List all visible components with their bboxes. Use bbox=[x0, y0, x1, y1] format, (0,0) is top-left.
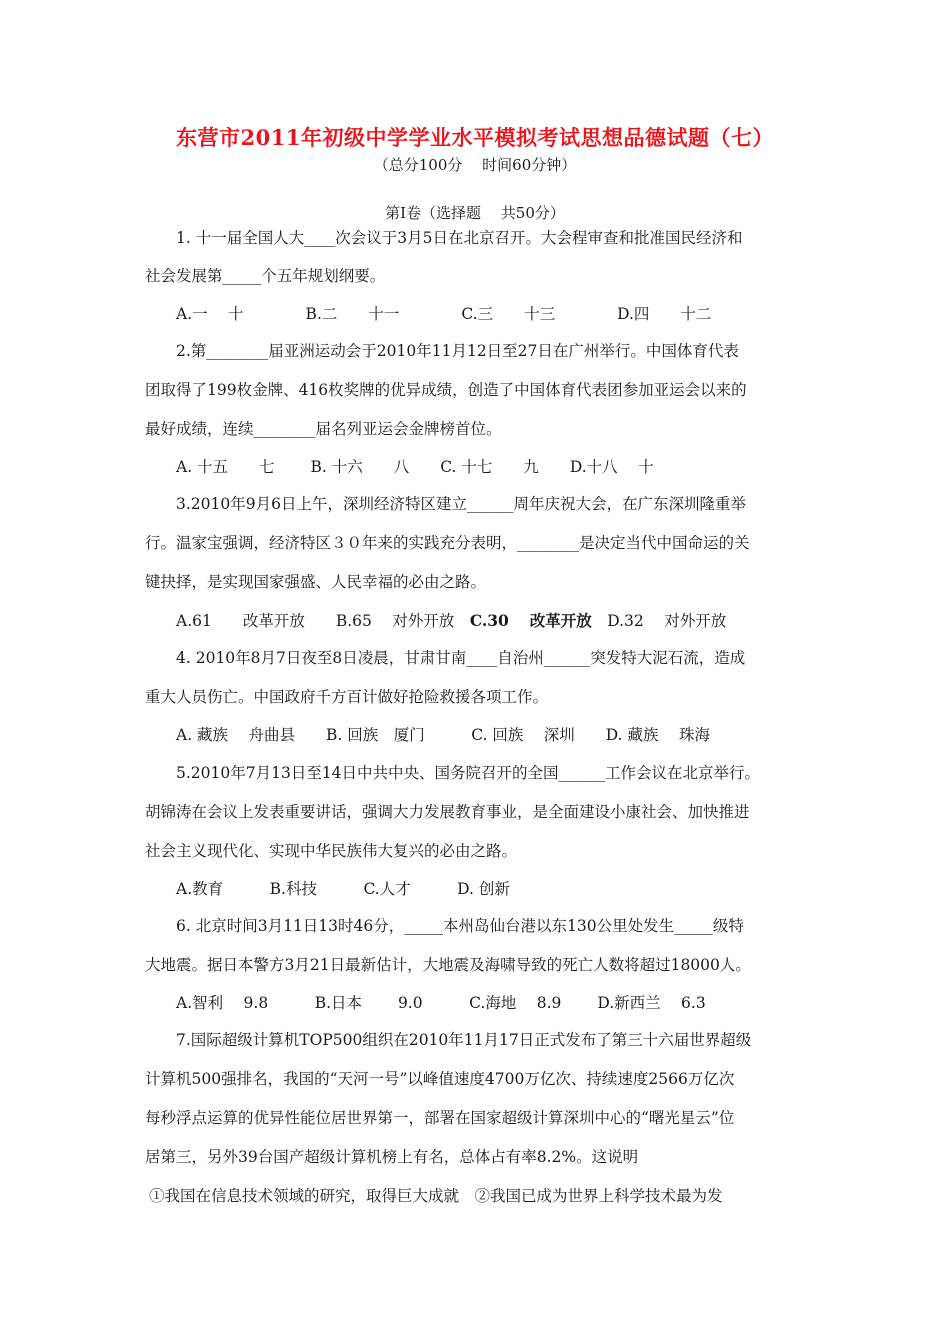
question-6-line-1: 6. 北京时间3月11日13时46分，_____本州岛仙台港以东130公里处发生_____级特 bbox=[176, 917, 744, 935]
question-7-line-1: 7.国际超级计算机TOP500组织在2010年11月17日正式发布了第三十六届世界超级 bbox=[176, 1031, 752, 1049]
question-5-line-1: 5.2010年7月13日至14日中共中央、国务院召开的全国______工作会议在北京举行。 bbox=[176, 764, 761, 782]
question-7-line-2: 计算机500强排名，我国的“天河一号”以峰值速度4700万亿次、持续速度2566万亿次 bbox=[145, 1070, 735, 1088]
question-3-option-d: D.32 对外开放 bbox=[591, 612, 727, 630]
exam-title: 东营市2011年初级中学学业水平模拟考试思想品德试题（七） bbox=[176, 125, 774, 150]
exam-subtitle: （总分100分 时间60分钟） bbox=[373, 156, 577, 174]
question-2-line-2: 团取得了199枚金牌、416枚奖牌的优异成绩，创造了中国体育代表团参加亚运会以来的 bbox=[145, 381, 747, 399]
question-1-options: A.一 十 B.二 十一 C.三 十三 D.四 十二 bbox=[176, 305, 712, 323]
question-2-line-1: 2.第________届亚洲运动会于2010年11月12日至27日在广州举行。中国体育代表 bbox=[176, 342, 739, 360]
question-7-statements: ①我国在信息技术领域的研究，取得巨大成就 ②我国已成为世界上科学技术最为发 bbox=[149, 1187, 723, 1205]
question-3-line-1: 3.2010年9月6日上午，深圳经济特区建立______周年庆祝大会，在广东深圳隆重举 bbox=[176, 495, 746, 513]
question-6-line-2: 大地震。据日本警方3月21日最新估计，大地震及海啸导致的死亡人数将超过18000人。 bbox=[145, 956, 751, 974]
question-7-line-4: 居第三，另外39台国产超级计算机榜上有名，总体占有率8.2%。这说明 bbox=[145, 1148, 639, 1166]
question-6-options: A.智利 9.8 B.日本 9.0 C.海地 8.9 D.新西兰 6.3 bbox=[176, 994, 706, 1012]
question-1-line-2: 社会发展第_____个五年规划纲要。 bbox=[145, 267, 386, 285]
question-3-line-2: 行。温家宝强调，经济特区３０年来的实践充分表明，________是决定当代中国命运的关 bbox=[145, 534, 750, 552]
question-2-line-3: 最好成绩，连续________届名列亚运会金牌榜首位。 bbox=[145, 420, 502, 438]
question-4-options: A. 藏族 舟曲县 B. 回族 厦门 C. 回族 深圳 D. 藏族 珠海 bbox=[176, 726, 710, 744]
question-3-options-ab: A.61 改革开放 B.65 对外开放 bbox=[176, 612, 470, 630]
question-5-line-3: 社会主义现代化、实现中华民族伟大复兴的必由之路。 bbox=[145, 842, 518, 860]
question-3-line-3: 键抉择，是实现国家强盛、人民幸福的必由之路。 bbox=[145, 573, 487, 591]
question-5-options: A.教育 B.科技 C.人才 D. 创新 bbox=[176, 880, 510, 898]
question-4-line-1: 4. 2010年8月7日夜至8日凌晨，甘肃甘南____自治州______突发特大泥石流，造成 bbox=[176, 649, 746, 667]
question-5-line-2: 胡锦涛在会议上发表重要讲话，强调大力发展教育事业，是全面建设小康社会、加快推进 bbox=[145, 803, 750, 821]
question-1-line-1: 1. 十一届全国人大____次会议于3月5日在北京召开。大会程审查和批准国民经济和 bbox=[176, 229, 743, 247]
question-7-line-3: 每秒浮点运算的优异性能位居世界第一，部署在国家超级计算深圳中心的“曙光星云”位 bbox=[145, 1109, 735, 1127]
question-2-options: A. 十五 七 B. 十六 八 C. 十七 九 D.十八 十 bbox=[176, 458, 654, 476]
question-4-line-2: 重大人员伤亡。中国政府千方百计做好抢险救援各项工作。 bbox=[145, 688, 549, 706]
question-3-options bbox=[176, 611, 726, 631]
section-heading: 第Ⅰ卷（选择题 共50分） bbox=[385, 204, 565, 222]
question-3-option-c: C.30 改革开放 bbox=[469, 611, 592, 630]
